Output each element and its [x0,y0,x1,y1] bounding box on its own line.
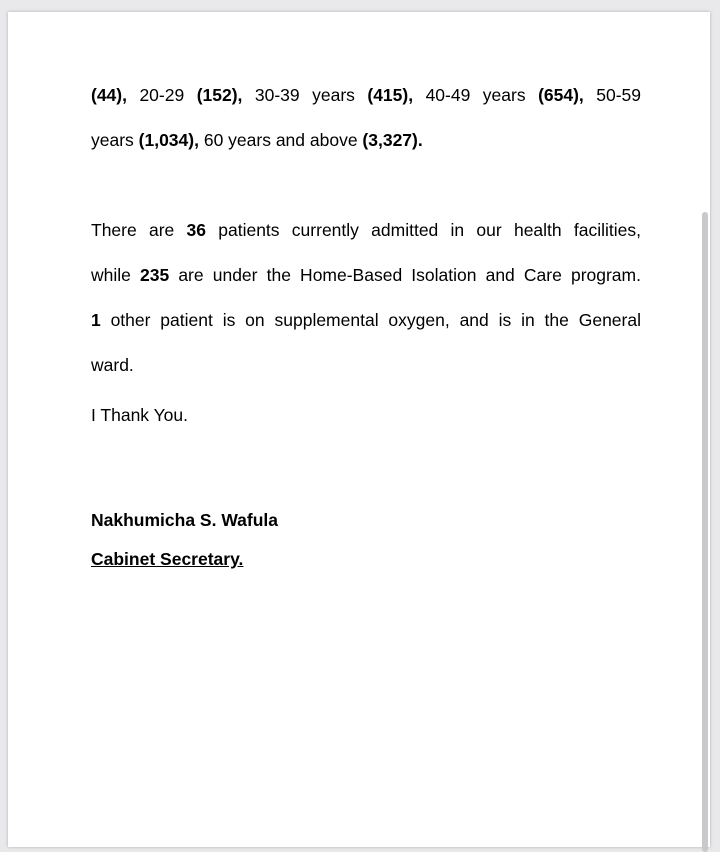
document-page [8,12,710,847]
age-label-40-49: 40-49 years [413,85,539,105]
oxygen-text: other patient is on supplemental oxygen, and is in the General [100,310,641,330]
age-label-years: years [91,130,139,150]
oxygen-count: 1 [91,310,101,330]
home-care-text-start: while [91,265,140,285]
paragraph-admitted-line-1 [91,208,641,253]
count-50-59: (1,034), [138,130,199,150]
count-20-29: (152), [196,85,243,105]
count-30-39: (415), [367,85,414,105]
admitted-count: 36 [186,220,206,240]
paragraph-admitted-line-3 [91,298,641,343]
count-60-above: (3,327). [362,130,423,150]
age-label-30-39: 30-39 years [242,85,368,105]
admitted-text-start: There are [91,220,187,240]
vertical-scrollbar[interactable] [702,212,708,852]
paragraph-age-line-2 [91,118,641,163]
paragraph-age-line-1 [91,73,641,118]
signatory-name: Nakhumicha S. Wafula [91,510,279,530]
closing-line: I Thank You. [91,405,188,425]
signatory-title: Cabinet Secretary. [91,549,244,569]
home-care-text-end: are under the Home-Based Isolation and Care program. [169,265,641,285]
home-care-count: 235 [140,265,170,285]
age-label-20-29: 20-29 [126,85,197,105]
count-0-19: (44), [91,85,127,105]
age-label-50-59: 50-59 [583,85,642,105]
paragraph-admitted-line-4: ward. [91,355,134,375]
admitted-text-end: patients currently admitted in our health facilities, [206,220,642,240]
age-label-60-above: 60 years and above [198,130,363,150]
paragraph-admitted-line-2 [91,253,641,298]
count-40-49: (654), [538,85,584,105]
